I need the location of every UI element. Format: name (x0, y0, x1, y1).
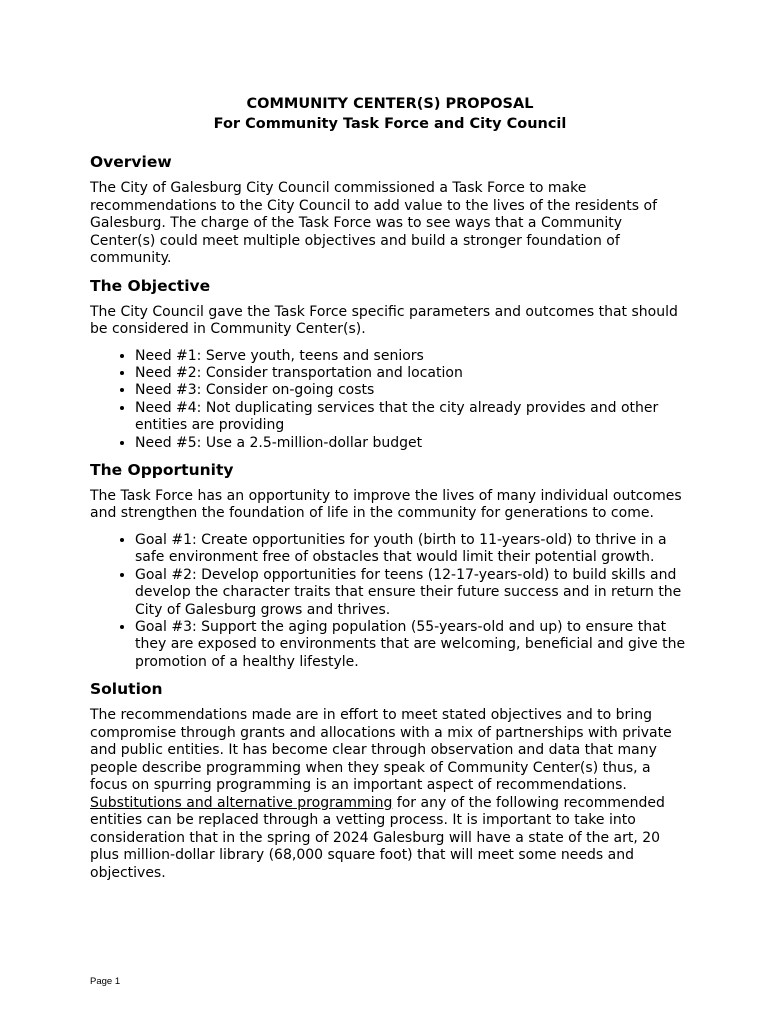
document-title: COMMUNITY CENTER(S) PROPOSAL (246, 96, 534, 112)
document-page (90, 94, 690, 882)
list-item: • Need #3: Consider on-going costs (135, 382, 690, 399)
goals-list (90, 532, 690, 671)
list-item: • Goal #2: Develop opportunities for teens (12-17-years-old) to build skills and develop the character traits that ensure their future success and in return the City of Galesburg grows and thrives. (135, 567, 690, 619)
substitutions-underlined-text: Substitutions and alternative programming (90, 794, 393, 811)
solution-heading: Solution (90, 680, 163, 699)
opportunity-paragraph: The Task Force has an opportunity to improve the lives of many individual outcomes and strengthen the foundation of life in the community for generations to come. (90, 487, 682, 522)
needs-list (90, 348, 690, 452)
list-item: • Need #2: Consider transportation and location (135, 365, 690, 382)
objective-paragraph: The City Council gave the Task Force specific parameters and outcomes that should be considered in Community Center(s). (90, 303, 678, 337)
document-subtitle: For Community Task Force and City Council (213, 116, 567, 132)
overview-heading: Overview (90, 153, 172, 171)
overview-paragraph: The City of Galesburg City Council commissioned a Task Force to make recommendations to the City Council to add value to the lives of the residents of Galesburg. The charge of the Task Force was to see ways that a Community Center(s) could meet multiple objectives and build a stronger foundation of community. (90, 180, 658, 266)
objective-heading: The Objective (90, 276, 211, 295)
list-item: • Goal #3: Support the aging population (55-years-old and up) to ensure that they are exposed to environments that are welcoming, beneficial and give the promotion of a healthy lifestyle. (135, 619, 690, 671)
list-item: • Need #1: Serve youth, teens and seniors (135, 348, 690, 365)
list-item: • Need #5: Use a 2.5-million-dollar budget (135, 435, 690, 452)
solution-paragraph (90, 707, 690, 882)
opportunity-heading: The Opportunity (90, 460, 234, 479)
solution-text-part-2: for any of the following recommended entities can be replaced through a vetting process. It is important to take into consideration that in the spring of 2024 Galesburg will have a state of the art, 20 plus million-dollar library (68,000 square foot) that will meet some needs and objectives. (90, 794, 665, 881)
list-item: • Goal #1: Create opportunities for youth (birth to 11-years-old) to thrive in a safe environment free of obstacles that would limit their potential growth. (135, 532, 690, 567)
page-number: Page 1 (90, 976, 121, 987)
list-item: • Need #4: Not duplicating services that the city already provides and other entities are providing (135, 400, 690, 435)
solution-text-part-1: The recommendations made are in effort to meet stated objectives and to bring compromise through grants and allocations with a mix of partnerships with private and public entities. It has become clear through observation and data that many people describe programming when they speak of Community Center(s) thus, a focus on spurring programming is an important aspect of recommendations. (90, 707, 672, 794)
